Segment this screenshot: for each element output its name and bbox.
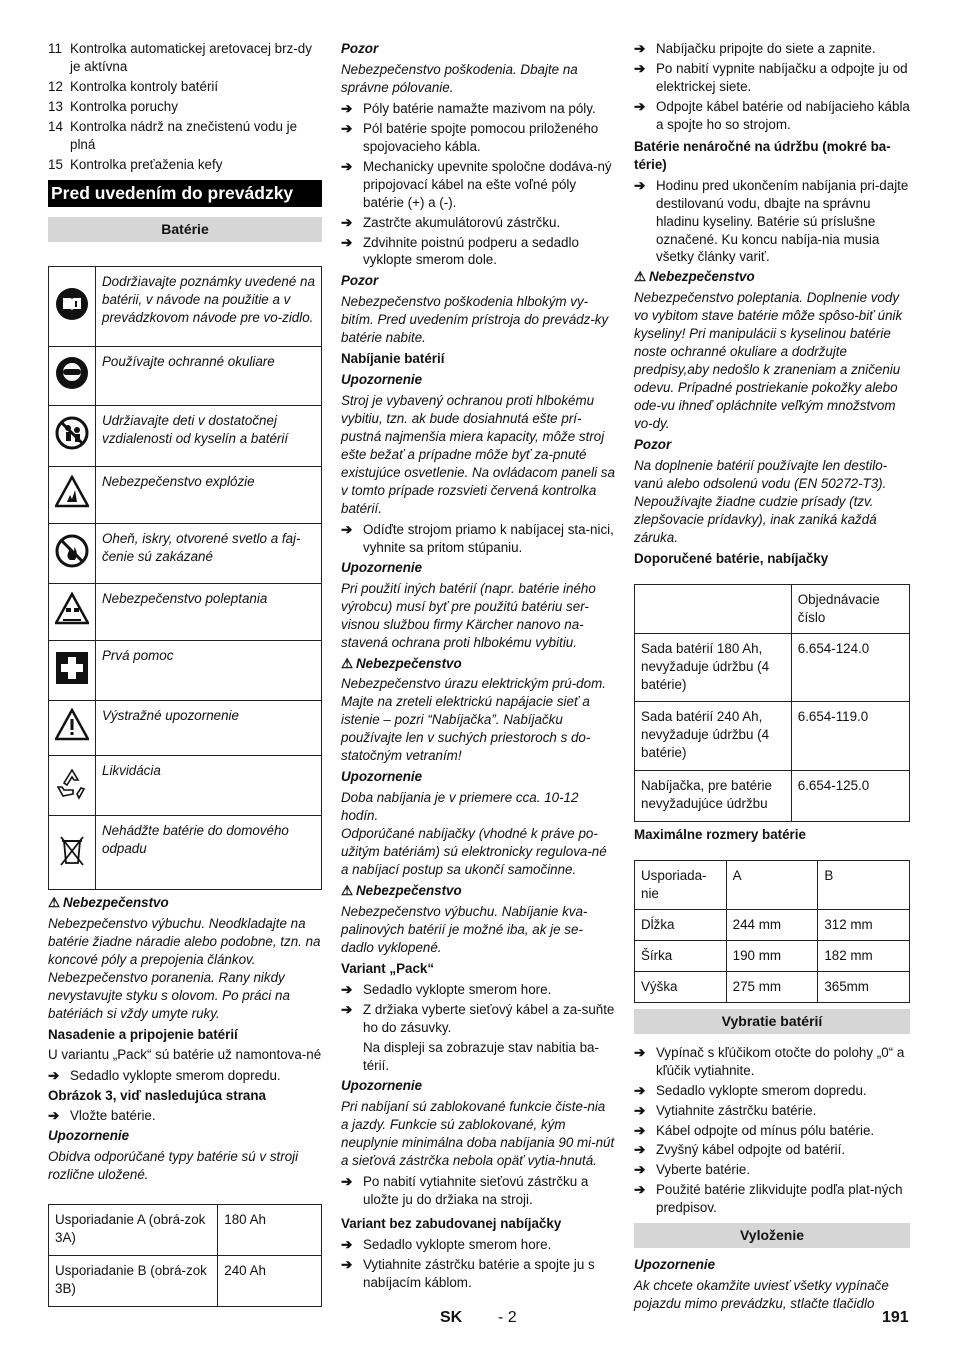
arrow-icon: ➔ [634, 98, 646, 114]
children-icon [55, 438, 89, 453]
charging-title: Nabíjanie batérií [341, 351, 445, 367]
column-1 [48, 40, 322, 1321]
step: ➔ Odíďte strojom priamo k nabíjacej sta-nici, vyhnite sa pritom stúpaniu. [341, 521, 614, 555]
warning-icon: ⚠ [341, 882, 354, 898]
symbol-icon-cell [49, 815, 96, 889]
table-cell: Usporiadanie B (obrá-zok 3B) [49, 1256, 218, 1307]
item-text: Kontrolka preťaženia kefy [70, 156, 223, 172]
shutdown-title: Vyloženie [634, 1223, 910, 1248]
table-header-row [635, 861, 910, 910]
symbol-row [49, 755, 322, 815]
arrow-icon: ➔ [634, 177, 646, 193]
step: ➔ Po nabití vytiahnite sieťovú zástrčku a uložte ju do držiaka na stroji. [341, 1174, 589, 1208]
table-header-cell: B [818, 861, 910, 910]
step-text: Vytiahnite zástrčku batérie a spojte ju s nabíjacím káblom. [363, 1257, 595, 1290]
list-item [48, 156, 322, 174]
item-number: 13 [48, 98, 63, 114]
step-text: Sedadlo vyklopte smerom hore. [363, 1237, 552, 1253]
table-cell: Šírka [635, 941, 727, 972]
arrow-icon: ➔ [634, 1082, 646, 1098]
table-cell: 6.654-125.0 [791, 771, 909, 822]
warning-icon: ⚠ [634, 269, 647, 285]
danger-label: ⚠ Nebezpečenstvo [634, 269, 755, 285]
symbol-icon-cell [49, 405, 96, 466]
table-cell: Sada batérií 180 Ah, nevyžaduje údržbu (4 batérie) [635, 633, 792, 702]
symbol-text: Prvá pomoc [96, 640, 322, 700]
step: ➔ Hodinu pred ukončením nabíjania pri-dajte destilovanú vodu, dbajte na správnu hladinu kyseliny. Batérie sú príslušne označené. Ku koncu nabíja-nia musia všetky články variť. [634, 177, 909, 265]
dimensions-table [634, 860, 910, 1003]
step [634, 1122, 910, 1140]
pack-note: Na displeji sa zobrazuje stav nabitia ba-térií. [363, 1039, 599, 1073]
danger-label: ⚠ Nebezpečenstvo [48, 894, 169, 910]
symbols-table [48, 266, 322, 890]
column-3 [634, 40, 910, 1316]
item-number: 14 [48, 118, 63, 134]
symbol-icon-cell [49, 755, 96, 815]
order-table [634, 584, 910, 823]
symbol-row [49, 523, 322, 583]
note-label: Upozornenie [341, 769, 423, 785]
arrow-icon: ➔ [341, 120, 353, 136]
footer-local-page: - 2 [498, 1309, 517, 1326]
arrow-icon: ➔ [634, 1142, 646, 1158]
caution-label: Pozor [341, 273, 379, 289]
table-row [635, 910, 910, 941]
symbol-text: Výstražné upozornenie [96, 700, 322, 755]
arrow-icon: ➔ [634, 1044, 646, 1060]
table-cell: 240 Ah [218, 1256, 322, 1307]
warning-icon: ⚠ [48, 894, 61, 910]
note-text: Pri použití iných batérií (napr. batérie iného výrobcu) musí byť pre použitú batériu ser-visnou službou firmy Kärcher nanovo na-stavená ochrana proti hlbokému vybitiu. [341, 580, 596, 650]
note-text: Stroj je vybavený ochranou proti hlbokému vybitiu, tzn. ak bude dosiahnutá ešte prí-pustná najmenšia miera kapacity, môže stroj ešte bežať a prípadne môže byť za-pnuté existujúce osvetlenie. Na ovládacom paneli sa v tomto prípade rozsvieti červená kontrolka batérií. [341, 393, 615, 516]
symbol-icon-cell [49, 583, 96, 640]
step [341, 1256, 615, 1292]
note-text: Ak chcete okamžite uviesť všetky vypínače pojazdu mimo prevádzku, stlačte tlačidlo [634, 1277, 889, 1311]
symbol-icon-cell [49, 466, 96, 523]
table-cell: 190 mm [726, 941, 818, 972]
note-text: Doba nabíjania je v priemere cca. 10-12 hodín. [341, 790, 579, 824]
table-row [635, 633, 910, 702]
table-cell: 312 mm [818, 910, 910, 941]
step [634, 1044, 910, 1080]
goggles-icon [55, 378, 89, 393]
step-text: Póly batérie namažte mazivom na póly. [363, 100, 596, 116]
table-row [635, 971, 910, 1002]
item-number: 11 [48, 41, 62, 56]
recommended-title: Doporučené batérie, nabíjačky [634, 550, 829, 566]
note-text: Pri nabíjaní sú zablokované funkcie čiste-nia a jazdy. Funkcie sú zablokované, kým neuplynie minimálna doba nabíjania 90 mi-nút a sieťová zástrčka nebola opäť vytia-hnutá. [341, 1099, 615, 1169]
caution-text: Nebezpečenstvo poškodenia hlbokým vy-bitím. Pred uvedením prístroja do prevádz-ky batérie nabite. [341, 294, 609, 346]
steps-list [341, 1236, 615, 1292]
arrow-icon: ➔ [341, 1237, 353, 1253]
step [341, 120, 615, 156]
caution-text: Nebezpečenstvo poškodenia. Dbajte na správne pólovanie. [341, 61, 578, 95]
step-text: Po nabití vypnite nabíjačku a odpojte ju od elektrickej siete. [656, 60, 908, 94]
no-fire-icon [55, 556, 89, 571]
step-text: Sedadlo vyklopte smerom hore. [363, 981, 552, 997]
first-aid-icon [55, 673, 89, 688]
arrow-icon: ➔ [341, 234, 353, 250]
table-row [49, 1256, 322, 1307]
caution-text: Na doplnenie batérií používajte len destilo-vanú alebo odsolenú vodu (EN 50272-T3). Nepoužívajte žiadne cudzie prísady (tzv. zlepšovacie prídavky), inak zaniká každá záruka. [634, 457, 888, 545]
table-cell: Usporiadanie A (obrá-zok 3A) [49, 1205, 218, 1256]
symbol-row [49, 405, 322, 466]
numbered-list [48, 40, 322, 174]
step [341, 100, 615, 118]
table-header-row [635, 584, 910, 633]
step [341, 1236, 615, 1254]
insert-text: U variantu „Pack“ sú batérie už namontova-né [48, 1047, 322, 1063]
arrow-icon: ➔ [48, 1108, 60, 1124]
symbol-icon-cell [49, 266, 96, 346]
footer-page-number: 191 [882, 1309, 909, 1326]
table-cell: Dĺžka [635, 910, 727, 941]
symbol-row [49, 266, 322, 346]
item-text: Kontrolka nádrž na znečistenú vodu je plná [70, 118, 298, 152]
step-text: Vytiahnite zástrčku batérie. [656, 1102, 817, 1118]
table-header-cell: A [726, 861, 818, 910]
symbol-text: Nebezpečenstvo poleptania [96, 583, 322, 640]
bin-icon [55, 855, 89, 870]
step [341, 981, 615, 999]
step-text: Zvyšný kábel odpojte od batérií. [656, 1142, 846, 1158]
symbol-text: Dodržiavajte poznámky uvedené na batérii, v návode na použitie a v prevádzkovom návode pre vo-zidlo. [96, 266, 322, 346]
arrow-icon: ➔ [634, 1182, 646, 1198]
note-text: Odporúčané nabíjačky (vhodné k práve po-užitým batériám) sú elektronicky regulova-né a nabíjací postup sa ukončí samočinne. [341, 826, 607, 877]
item-number: 12 [48, 78, 63, 94]
table-header-cell: Usporiada-nie [635, 861, 727, 910]
subsection-title: Batérie [48, 217, 322, 242]
warning-icon [55, 730, 89, 745]
symbol-icon-cell [49, 700, 96, 755]
caution-label: Pozor [634, 437, 672, 453]
table-header-cell [635, 584, 792, 633]
item-text: Kontrolka kontroly batérií [70, 78, 219, 94]
pack-title: Variant „Pack“ [341, 960, 435, 976]
step-text: Použité batérie zlikvidujte podľa plat-ných predpisov. [656, 1182, 903, 1216]
step [634, 1082, 910, 1100]
symbol-icon-cell [49, 640, 96, 700]
explosion-icon [55, 497, 89, 512]
column-2 [341, 40, 615, 1294]
step [634, 1102, 910, 1120]
step [634, 1161, 910, 1179]
note-label: Upozornenie [341, 1078, 423, 1094]
recycle-icon [55, 788, 89, 803]
list-item [48, 40, 322, 76]
note-label: Upozornenie [634, 1257, 716, 1273]
step [634, 60, 910, 96]
manual-icon [55, 309, 89, 324]
step-text: Z držiaka vyberte sieťový kábel a za-suňte ho do zásuvky. [363, 1001, 615, 1035]
step-text: Sedadlo vyklopte smerom dopredu. [656, 1082, 867, 1098]
insert-title: Nasadenie a pripojenie batérií [48, 1026, 238, 1042]
symbol-row [49, 640, 322, 700]
step [634, 98, 910, 134]
symbol-row [49, 700, 322, 755]
arrow-icon: ➔ [634, 41, 646, 56]
table-cell: Sada batérií 240 Ah, nevyžaduje údržbu (4 batérie) [635, 702, 792, 771]
caution-label: Pozor [341, 41, 379, 56]
symbol-row [49, 466, 322, 523]
arrow-icon: ➔ [341, 521, 353, 537]
steps-list [634, 40, 910, 134]
item-text: Kontrolka poruchy [70, 98, 178, 114]
list-item [48, 78, 322, 96]
danger-label: ⚠ Nebezpečenstvo [341, 882, 462, 898]
figure-reference: Obrázok 3, viď nasledujúca strana [48, 1088, 267, 1104]
table-cell: 180 Ah [218, 1205, 322, 1256]
steps-list [341, 981, 615, 1037]
step [341, 1001, 615, 1037]
danger-text: Nebezpečenstvo výbuchu. Nabíjanie kva-palinových batérií je možné iba, ak je se-dadlo vyklopené. [341, 903, 588, 955]
table-header-cell: Objednávacie číslo [791, 584, 909, 633]
step-text: Nabíjačku pripojte do siete a zapnite. [656, 41, 876, 56]
steps-list [634, 1044, 910, 1218]
table-cell: 365mm [818, 971, 910, 1002]
list-item [48, 98, 322, 116]
no-charger-title: Variant bez zabudovanej nabíjačky [341, 1216, 562, 1232]
step-text: Zastrčte akumulátorovú zástrčku. [363, 214, 561, 230]
table-row [635, 771, 910, 822]
table-cell: 6.654-119.0 [791, 702, 909, 771]
item-number: 15 [48, 156, 63, 172]
arrow-icon: ➔ [634, 1162, 646, 1178]
arrow-icon: ➔ [634, 1102, 646, 1118]
table-cell: 6.654-124.0 [791, 633, 909, 702]
arrow-icon: ➔ [341, 1257, 353, 1273]
step-text: Vyberte batérie. [656, 1162, 751, 1178]
step [634, 1181, 910, 1217]
note-label: Upozornenie [48, 1128, 130, 1144]
arrow-icon: ➔ [341, 158, 353, 174]
footer-language: SK [440, 1309, 463, 1326]
arrow-icon: ➔ [341, 100, 353, 116]
remove-batteries-title: Vybratie batérií [634, 1009, 910, 1034]
item-text: Kontrolka automatickej aretovacej brz-dy je aktívna [70, 41, 312, 74]
step [341, 234, 615, 270]
step [341, 158, 615, 212]
note-label: Upozornenie [341, 372, 423, 388]
arrow-icon: ➔ [634, 60, 646, 76]
step [634, 1141, 910, 1159]
arrow-icon: ➔ [341, 981, 353, 997]
danger-text: Nebezpečenstvo poleptania. Doplnenie vody vo vybitom stave batérie môže spôso-biť únik kyseliny! Pri manipulácii s kyselinou batérie noste ochranné okuliare a dodržujte predpisy,aby nedošlo k zraneniam a zničeniu odevu. Prípadné postriekanie pokožky alebo ode-vu ihneď opláchnite veľkým množstvom vo-dy. [634, 290, 903, 432]
table-cell: Nabíjačka, pre batérie nevyžadujúce údržbu [635, 771, 792, 822]
arrow-icon: ➔ [341, 1174, 353, 1190]
symbol-icon-cell [49, 523, 96, 583]
steps-list [341, 100, 615, 270]
arrow-icon: ➔ [48, 1068, 60, 1084]
list-item [48, 118, 322, 154]
symbol-text: Udržiavajte deti v dostatočnej vzdialenosti od kyselín a batérií [96, 405, 322, 466]
table-cell: 182 mm [818, 941, 910, 972]
corrosion-icon [55, 614, 89, 629]
symbol-icon-cell [49, 346, 96, 405]
danger-text: Nebezpečenstvo úrazu elektrickým prú-dom. Majte na zreteli elektrickú napájacie sieť a istenie – pozri “Nabíjačka”. Nabíjačku používajte len v suchých priestoroch s do-statočným vetraním! [341, 676, 606, 764]
step [341, 214, 615, 232]
note-label: Upozornenie [341, 559, 423, 575]
table-cell: 244 mm [726, 910, 818, 941]
warning-icon: ⚠ [341, 655, 354, 671]
symbol-text: Nehádžte batérie do domového odpadu [96, 815, 322, 889]
step: ➔ Vložte batérie. [48, 1108, 156, 1124]
step-text: Kábel odpojte od mínus pólu batérie. [656, 1122, 875, 1138]
arrangement-table [48, 1204, 322, 1307]
danger-label: ⚠ Nebezpečenstvo [341, 655, 462, 671]
step: ➔ Sedadlo vyklopte smerom dopredu. [48, 1068, 281, 1084]
note-text: Obidva odporúčané typy batérie sú v stroji rozlične uložené. [48, 1149, 299, 1183]
symbol-row [49, 346, 322, 405]
step-text: Vypínač s kľúčikom otočte do polohy „0“ a kľúčik vytiahnite. [656, 1044, 905, 1078]
arrow-icon: ➔ [341, 214, 353, 230]
dimensions-title: Maximálne rozmery batérie [634, 827, 806, 843]
symbol-text: Používajte ochranné okuliare [96, 346, 322, 405]
symbol-row [49, 815, 322, 889]
table-row [635, 941, 910, 972]
step-text: Mechanicky upevnite spoločne dodáva-ný pripojovací kábel na ešte voľné póly batérie (+) a (-). [363, 158, 612, 210]
symbol-row [49, 583, 322, 640]
symbol-text: Nebezpečenstvo explózie [96, 466, 322, 523]
danger-text: Nebezpečenstvo výbuchu. Neodkladajte na batérie žiadne náradie alebo podobne, tzn. na koncové póly a prepojenia článkov. Nebezpečenstvo poranenia. Rany nikdy nevystavujte styku s olovom. Po práci na batériách si vždy umyte ruky. [48, 915, 321, 1021]
step-text: Zdvihnite poistnú podperu a sedadlo vyklopte smerom dole. [363, 234, 579, 268]
section-title: Pred uvedením do prevádzky [48, 180, 322, 207]
symbol-text: Likvidácia [96, 755, 322, 815]
step-text: Odpojte kábel batérie od nabíjacieho kábla a spojte ho so strojom. [656, 98, 910, 132]
table-row [635, 702, 910, 771]
step [634, 40, 910, 58]
step-text: Pól batérie spojte pomocou priloženého spojovacieho kábla. [363, 120, 599, 154]
arrow-icon: ➔ [634, 1122, 646, 1138]
symbol-text: Oheň, iskry, otvorené svetlo a faj-čenie sú zakázané [96, 523, 322, 583]
arrow-icon: ➔ [341, 1001, 353, 1017]
table-cell: Výška [635, 971, 727, 1002]
wet-battery-title: Batérie nenáročné na údržbu (mokré ba-térie) [634, 138, 891, 172]
table-row [49, 1205, 322, 1256]
table-cell: 275 mm [726, 971, 818, 1002]
